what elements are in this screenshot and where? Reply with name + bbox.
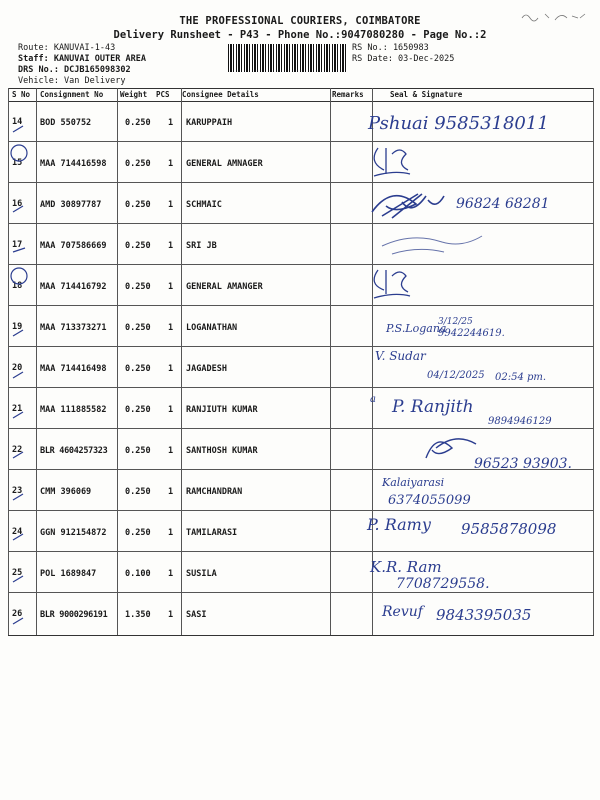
row-sno: 24: [12, 527, 23, 537]
row-sno: 21: [12, 404, 23, 414]
col-consignment: Consignment No: [40, 90, 104, 99]
row-weight: 0.250: [125, 282, 151, 292]
row-pcs: 1: [168, 200, 174, 210]
row-sno: 20: [12, 363, 23, 373]
drs-text: DRS No.: DCJB165098302: [18, 65, 131, 75]
row-consignee: RANJIUTH KUMAR: [186, 405, 258, 415]
col-seal: Seal & Signature: [390, 90, 463, 99]
row-consignment: CMM 396069: [40, 487, 92, 497]
row-pcs: 1: [168, 364, 174, 374]
row-consignment: POL 1689847: [40, 569, 97, 579]
signature-text: 9894946129: [488, 416, 552, 427]
signature-text: 6374055099: [388, 493, 471, 508]
row-weight: 1.350: [125, 610, 151, 620]
row-sno: 22: [12, 445, 23, 455]
col-consignee: Consignee Details: [182, 90, 259, 99]
rs-date: RS Date: 03-Dec-2025: [352, 54, 455, 64]
signature-text: 96824 68281: [456, 196, 550, 212]
row-sno: 16: [12, 199, 23, 209]
signature-text: P. Ranjith: [392, 397, 474, 417]
row-weight: 0.250: [125, 323, 151, 333]
serial-tick-marks: [10, 100, 30, 640]
signature-text: 9585878098: [461, 520, 557, 538]
signature-row-17: [378, 222, 518, 262]
col-sno: S No: [12, 90, 31, 99]
row-weight: 0.250: [125, 364, 151, 374]
row-consignment: MAA 714416598: [40, 159, 107, 169]
row-consignment: AMD 30897787: [40, 200, 102, 210]
row-pcs: 1: [168, 323, 174, 333]
signature-row-25: [368, 552, 578, 592]
signature-row-16: [362, 182, 562, 226]
row-sno: 26: [12, 609, 23, 619]
signature-row-20: [375, 348, 585, 386]
signature-text: P.S.Logana: [386, 322, 447, 335]
row-weight: 0.100: [125, 569, 151, 579]
barcode: [228, 44, 347, 72]
row-sno: 18: [12, 281, 23, 291]
col-pcs: PCS: [156, 90, 170, 99]
signature-text: 96523 93903.: [474, 456, 572, 472]
row-pcs: 1: [168, 487, 174, 497]
row-consignee: JAGADESH: [186, 364, 227, 374]
row-weight: 0.250: [125, 118, 151, 128]
vehicle-text: Vehicle: Van Delivery: [18, 76, 126, 86]
signature-row-21: [370, 390, 595, 428]
signature-text: Revuf: [382, 604, 423, 620]
signature-text: Kalaiyarasi: [382, 476, 445, 489]
signature-text: 02:54 pm.: [495, 372, 547, 383]
signature-row-22: [420, 428, 580, 472]
row-consignment: MAA 707586669: [40, 241, 107, 251]
row-consignee: GENERAL AMNAGER: [186, 159, 263, 169]
row-consignment: BLR 4604257323: [40, 446, 108, 456]
runsheet-title: Delivery Runsheet - P43 - Phone No.:9047080280 - Page No.:2: [113, 29, 487, 41]
signature-text: V. Sudar: [375, 349, 426, 363]
runsheet-meta-right: [352, 43, 454, 65]
row-weight: 0.250: [125, 405, 151, 415]
route-text: Route: KANUVAI-1-43: [18, 43, 116, 53]
table-row: [8, 264, 594, 306]
row-sno: 17: [12, 240, 23, 250]
row-pcs: 1: [168, 569, 174, 579]
signature-text: 3/12/25: [438, 317, 473, 327]
signature-text: P. Ramy: [367, 515, 431, 534]
signature-text: 04/12/2025: [427, 370, 485, 381]
row-weight: 0.250: [125, 159, 151, 169]
table-bottom-border: [8, 635, 594, 636]
signature-text: 9942244619.: [438, 328, 505, 339]
row-consignee: LOGANATHAN: [186, 323, 238, 333]
row-consignee: SCHMAIC: [186, 200, 222, 210]
row-weight: 0.250: [125, 528, 151, 538]
row-consignment: MAA 111885582: [40, 405, 107, 415]
row-consignee: KARUPPAIH: [186, 118, 233, 128]
signature-row-23: [368, 472, 568, 510]
row-consignment: GGN 912154872: [40, 528, 107, 538]
row-consignee: RAMCHANDRAN: [186, 487, 243, 497]
row-pcs: 1: [168, 159, 174, 169]
col-remarks: Remarks: [332, 90, 364, 99]
corner-scribble: [520, 6, 590, 26]
row-weight: 0.250: [125, 446, 151, 456]
row-pcs: 1: [168, 610, 174, 620]
row-sno: 25: [12, 568, 23, 578]
signature-row-19: [380, 306, 550, 344]
row-weight: 0.250: [125, 487, 151, 497]
row-pcs: 1: [168, 282, 174, 292]
row-consignee: SASI: [186, 610, 207, 620]
row-consignment: MAA 713373271: [40, 323, 107, 333]
row-consignment: MAA 714416792: [40, 282, 107, 292]
row-sno: 19: [12, 322, 23, 332]
row-sno: 14: [12, 117, 23, 127]
company-title: THE PROFESSIONAL COURIERS, COIMBATORE: [179, 15, 421, 27]
rs-number: RS No.: 1650983: [352, 43, 429, 53]
row-consignment: BOD 550752: [40, 118, 92, 128]
signature-row-26: [380, 594, 580, 630]
row-pcs: 1: [168, 405, 174, 415]
row-consignment: BLR 9000296191: [40, 610, 108, 620]
signature-row-15: [370, 140, 450, 182]
signature-text: 7708729558.: [396, 576, 490, 592]
row-weight: 0.250: [125, 200, 151, 210]
signature-row-14: [360, 105, 595, 141]
row-pcs: 1: [168, 241, 174, 251]
row-consignee: SUSILA: [186, 569, 217, 579]
staff-text: Staff: KANUVAI OUTER AREA: [18, 54, 146, 64]
row-pcs: 1: [168, 528, 174, 538]
table-row: [8, 141, 594, 183]
row-consignee: TAMILARASI: [186, 528, 238, 538]
signature-text: K.R. Ram: [370, 558, 442, 576]
row-consignment: MAA 714416498: [40, 364, 107, 374]
row-weight: 0.250: [125, 241, 151, 251]
signature-row-24: [365, 510, 595, 550]
signature-text: a: [370, 394, 376, 405]
signature-text: 9843395035: [436, 606, 532, 624]
row-sno: 15: [12, 158, 23, 168]
col-weight: Weight: [120, 90, 148, 99]
row-sno: 23: [12, 486, 23, 496]
signature-text: Pshuai 9585318011: [368, 113, 549, 134]
runsheet-meta-left: [18, 43, 146, 87]
row-pcs: 1: [168, 446, 174, 456]
row-consignee: SANTHOSH KUMAR: [186, 446, 258, 456]
row-pcs: 1: [168, 118, 174, 128]
row-consignee: GENERAL AMANGER: [186, 282, 263, 292]
row-consignee: SRI JB: [186, 241, 217, 251]
signature-row-18: [370, 264, 450, 304]
